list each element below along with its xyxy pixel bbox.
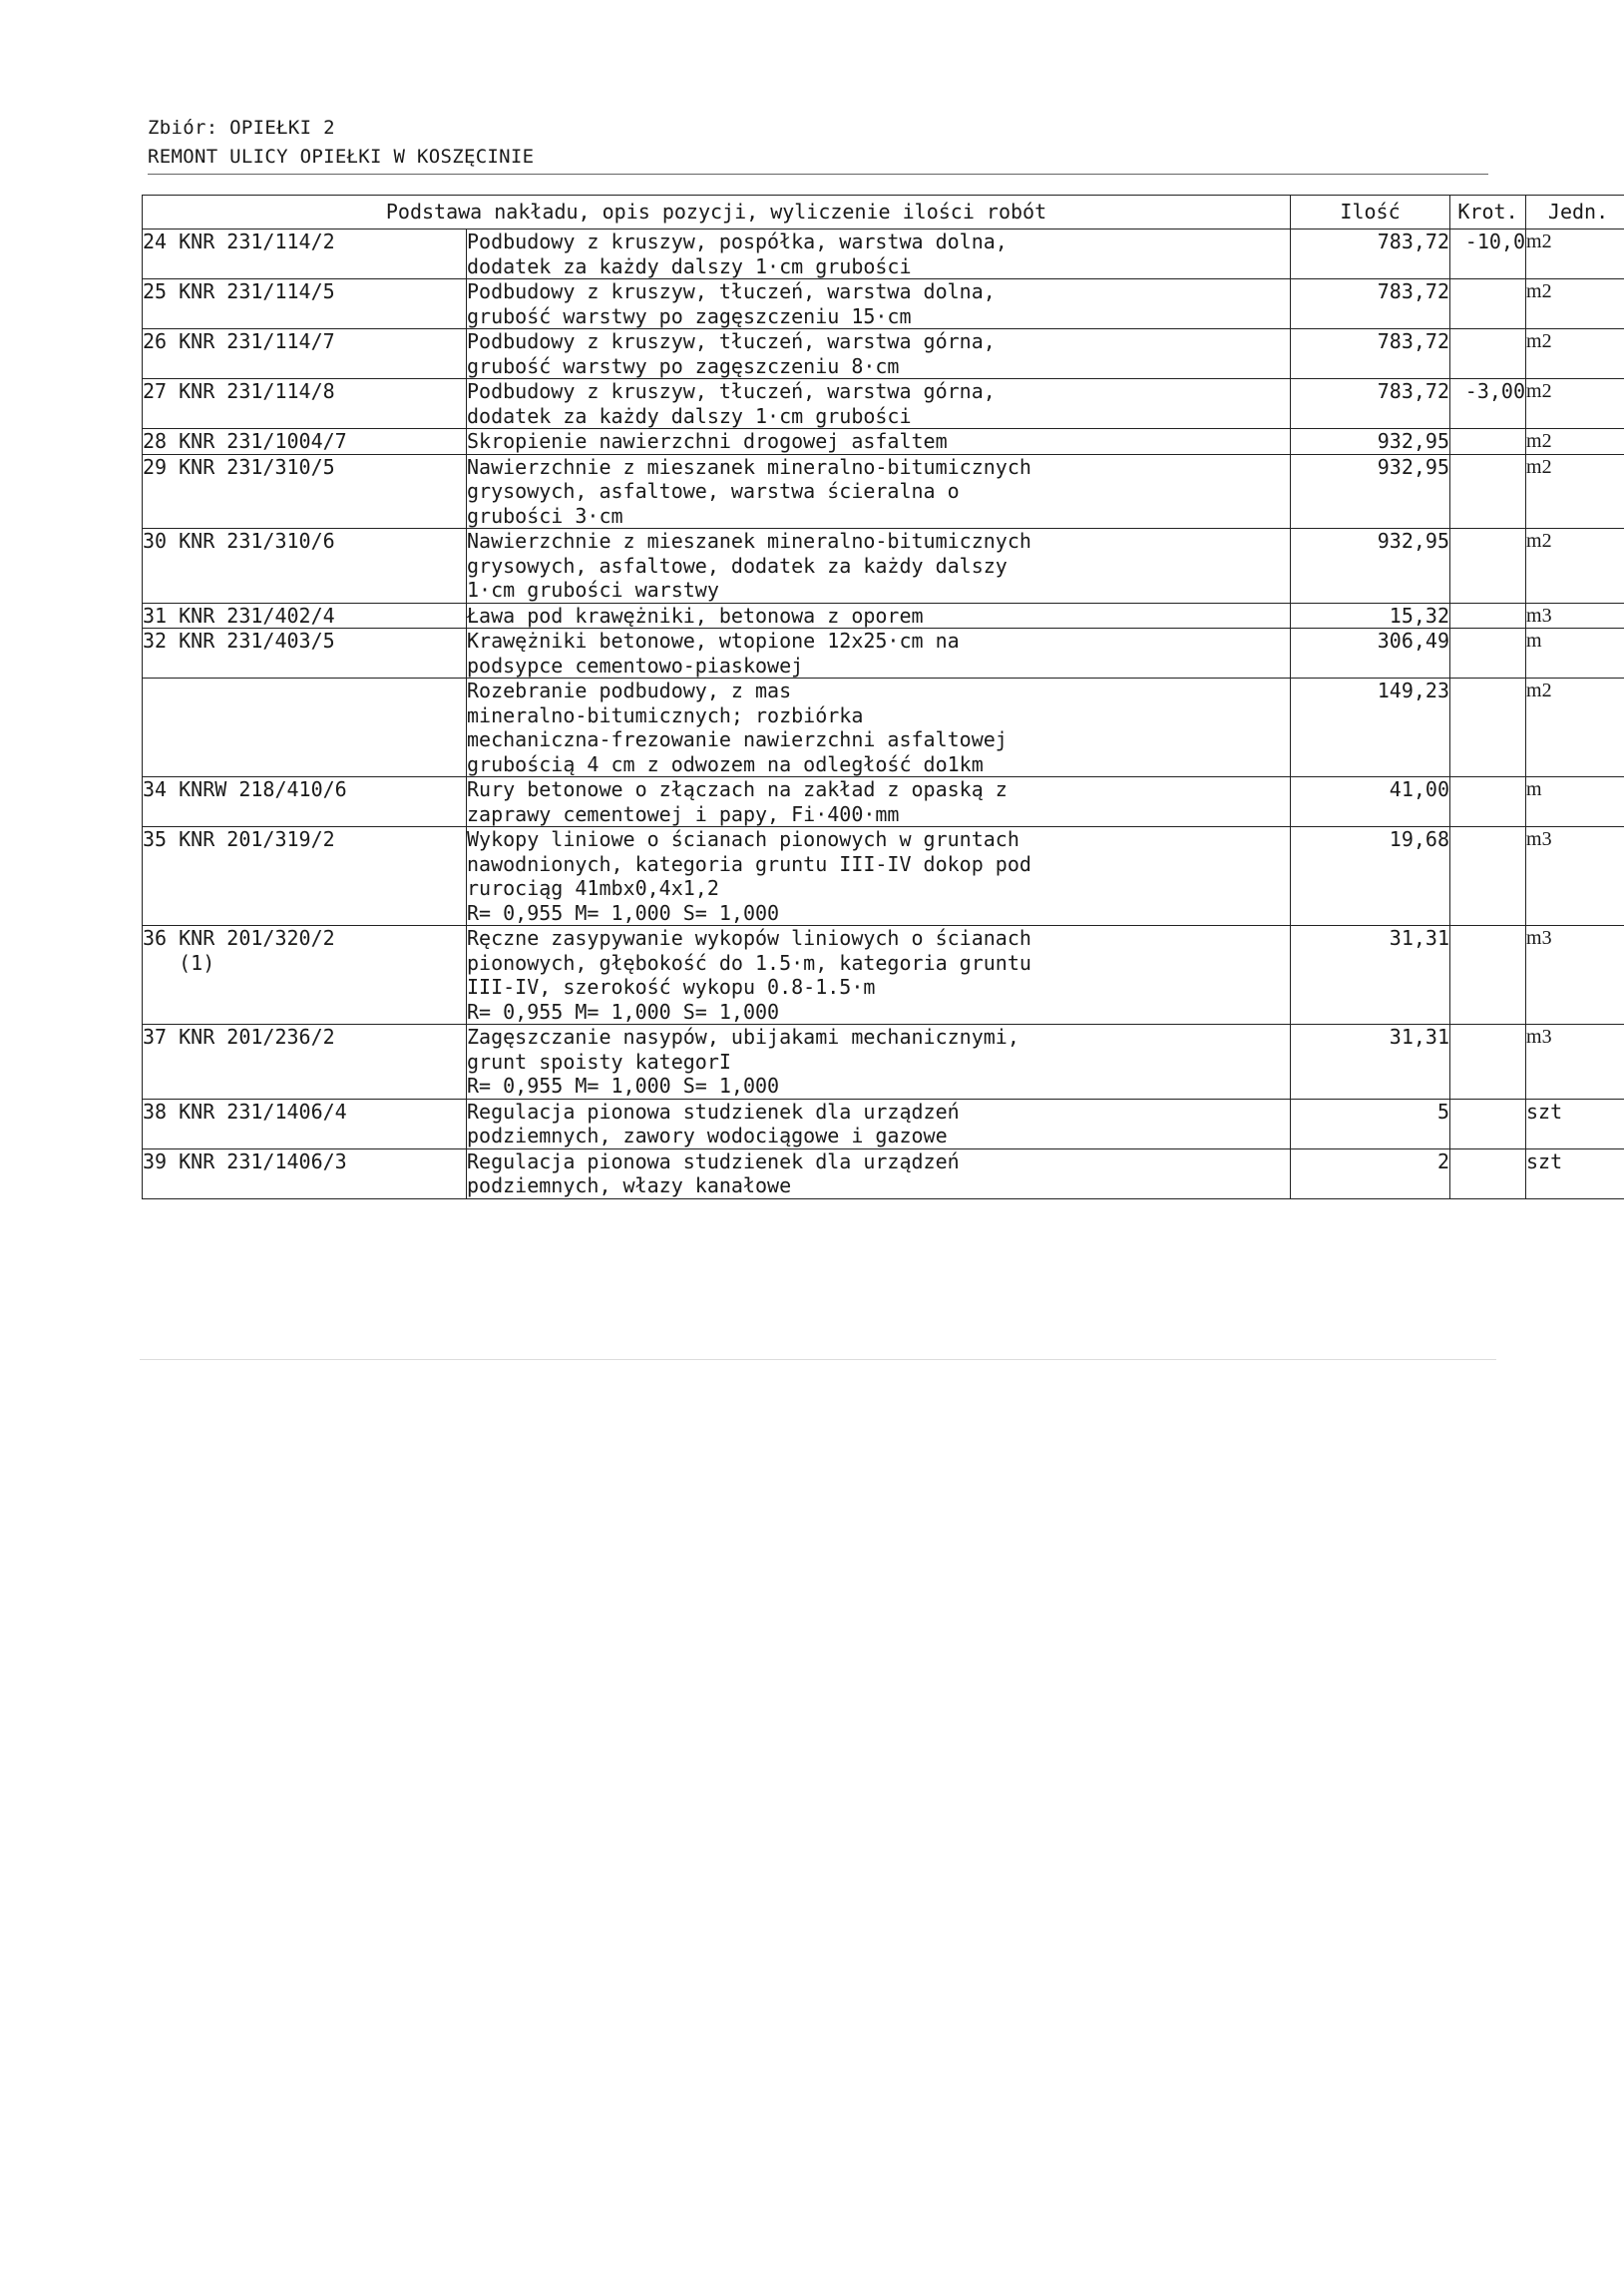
position-code: 26 KNR 231/114/7 [143, 329, 467, 379]
multiplier-value: -3,00 [1450, 379, 1526, 429]
table-row [143, 229, 1624, 279]
unit-value: m3 [1526, 1025, 1624, 1100]
multiplier-value [1450, 777, 1526, 827]
position-code: 34 KNRW 218/410/6 [143, 777, 467, 827]
multiplier-value [1450, 329, 1526, 379]
quantity-value: 932,95 [1291, 454, 1450, 529]
multiplier-value [1450, 429, 1526, 455]
table-row [143, 629, 1624, 679]
project-title: REMONT ULICY OPIEŁKI W KOSZĘCINIE [148, 146, 535, 168]
unit-value: m2 [1526, 429, 1624, 455]
quantity-value: 932,95 [1291, 529, 1450, 604]
position-code: 31 KNR 231/402/4 [143, 603, 467, 629]
quantity-value: 31,31 [1291, 926, 1450, 1025]
quantity-value: 783,72 [1291, 279, 1450, 329]
table-row [143, 926, 1624, 1025]
unit-value: szt [1526, 1099, 1624, 1148]
unit-value: m [1526, 777, 1624, 827]
quantity-value: 19,68 [1291, 827, 1450, 926]
table-body [143, 229, 1624, 1199]
position-description: Krawężniki betonowe, wtopione 12x25·cm na podsypce cementowo-piaskowej [467, 629, 1291, 679]
multiplier-value: -10,0 [1450, 229, 1526, 279]
table-row [143, 529, 1624, 604]
quantity-value: 932,95 [1291, 429, 1450, 455]
unit-value: szt [1526, 1148, 1624, 1198]
quantity-value: 41,00 [1291, 777, 1450, 827]
multiplier-value [1450, 279, 1526, 329]
unit-value: m2 [1526, 454, 1624, 529]
multiplier-value [1450, 1148, 1526, 1198]
position-code: 28 KNR 231/1004/7 [143, 429, 467, 455]
position-description: Rury betonowe o złączach na zakład z opaską z zaprawy cementowej i papy, Fi·400·mm [467, 777, 1291, 827]
table-row [143, 379, 1624, 429]
unit-value: m3 [1526, 926, 1624, 1025]
table-row [143, 827, 1624, 926]
quantity-value: 5 [1291, 1099, 1450, 1148]
position-description: Podbudowy z kruszyw, pospółka, warstwa dolna, dodatek za każdy dalszy 1·cm grubości [467, 229, 1291, 279]
position-code: 30 KNR 231/310/6 [143, 529, 467, 604]
unit-value: m2 [1526, 379, 1624, 429]
table-row [143, 777, 1624, 827]
position-description: Ława pod krawężniki, betonowa z oporem [467, 603, 1291, 629]
position-description: Podbudowy z kruszyw, tłuczeń, warstwa górna, dodatek za każdy dalszy 1·cm grubości [467, 379, 1291, 429]
table-header-row [143, 196, 1624, 229]
position-description: Ręczne zasypywanie wykopów liniowych o ścianach pionowych, głębokość do 1.5·m, kategoria gruntu III-IV, szerokość wykopu 0.8-1.5·m R= 0,955 M= 1,000 S= 1,000 [467, 926, 1291, 1025]
table-row [143, 1025, 1624, 1100]
multiplier-value [1450, 827, 1526, 926]
position-code: 25 KNR 231/114/5 [143, 279, 467, 329]
position-description: Nawierzchnie z mieszanek mineralno-bitumicznych grysowych, asfaltowe, dodatek za każdy dalszy 1·cm grubości warstwy [467, 529, 1291, 604]
multiplier-value [1450, 603, 1526, 629]
position-code [143, 679, 467, 777]
unit-value: m2 [1526, 229, 1624, 279]
position-code: 35 KNR 201/319/2 [143, 827, 467, 926]
position-description: Regulacja pionowa studzienek dla urządzeń podziemnych, włazy kanałowe [467, 1148, 1291, 1198]
unit-value: m2 [1526, 679, 1624, 777]
table-row [143, 454, 1624, 529]
position-description: Zagęszczanie nasypów, ubijakami mechanicznymi, grunt spoisty kategorI R= 0,955 M= 1,000 S= 1,000 [467, 1025, 1291, 1100]
multiplier-value [1450, 1099, 1526, 1148]
unit-value: m3 [1526, 603, 1624, 629]
quantity-value: 783,72 [1291, 329, 1450, 379]
position-code: 27 KNR 231/114/8 [143, 379, 467, 429]
position-description: Skropienie nawierzchni drogowej asfaltem [467, 429, 1291, 455]
position-code: 24 KNR 231/114/2 [143, 229, 467, 279]
multiplier-value [1450, 529, 1526, 604]
table-row [143, 603, 1624, 629]
unit-value: m [1526, 629, 1624, 679]
table-row [143, 1148, 1624, 1198]
quantity-value: 783,72 [1291, 379, 1450, 429]
table-row [143, 279, 1624, 329]
position-code: 29 KNR 231/310/5 [143, 454, 467, 529]
quantity-value: 31,31 [1291, 1025, 1450, 1100]
column-header-multiplier: Krot. [1450, 196, 1526, 229]
position-description: Regulacja pionowa studzienek dla urządzeń podziemnych, zawory wodociągowe i gazowe [467, 1099, 1291, 1148]
unit-value: m2 [1526, 279, 1624, 329]
unit-value: m3 [1526, 827, 1624, 926]
position-code: 39 KNR 231/1406/3 [143, 1148, 467, 1198]
position-code: 37 KNR 201/236/2 [143, 1025, 467, 1100]
position-description: Podbudowy z kruszyw, tłuczeń, warstwa dolna, grubość warstwy po zagęszczeniu 15·cm [467, 279, 1291, 329]
position-description: Podbudowy z kruszyw, tłuczeń, warstwa górna, grubość warstwy po zagęszczeniu 8·cm [467, 329, 1291, 379]
multiplier-value [1450, 454, 1526, 529]
table-row [143, 679, 1624, 777]
unit-value: m2 [1526, 329, 1624, 379]
multiplier-value [1450, 1025, 1526, 1100]
page-divider [140, 1359, 1496, 1360]
quantity-value: 2 [1291, 1148, 1450, 1198]
quantity-value: 149,23 [1291, 679, 1450, 777]
collection-label: Zbiór: OPIEŁKI 2 [148, 117, 335, 139]
multiplier-value [1450, 679, 1526, 777]
unit-value: m2 [1526, 529, 1624, 604]
position-description: Nawierzchnie z mieszanek mineralno-bitumicznych grysowych, asfaltowe, warstwa ścieralna o grubości 3·cm [467, 454, 1291, 529]
column-header-quantity: Ilość [1291, 196, 1450, 229]
position-description: Wykopy liniowe o ścianach pionowych w gruntach nawodnionych, kategoria gruntu III-IV dokop pod rurociąg 41mbx0,4x1,2 R= 0,955 M= 1,000 S= 1,000 [467, 827, 1291, 926]
column-header-basis: Podstawa nakładu, opis pozycji, wyliczenie ilości robót [143, 196, 1291, 229]
table-row [143, 1099, 1624, 1148]
quantity-value: 783,72 [1291, 229, 1450, 279]
quantity-value: 15,32 [1291, 603, 1450, 629]
position-code: 36 KNR 201/320/2 (1) [143, 926, 467, 1025]
table-row [143, 329, 1624, 379]
position-code: 32 KNR 231/403/5 [143, 629, 467, 679]
header-divider [148, 174, 1488, 175]
table-row [143, 429, 1624, 455]
column-header-unit: Jedn. [1526, 196, 1624, 229]
multiplier-value [1450, 926, 1526, 1025]
quantity-value: 306,49 [1291, 629, 1450, 679]
position-description: Rozebranie podbudowy, z mas mineralno-bitumicznych; rozbiórka mechaniczna-frezowanie nawierzchni asfaltowej grubością 4 cm z odwozem na odległość do1km [467, 679, 1291, 777]
cost-estimate-table [142, 195, 1624, 1199]
multiplier-value [1450, 629, 1526, 679]
position-code: 38 KNR 231/1406/4 [143, 1099, 467, 1148]
